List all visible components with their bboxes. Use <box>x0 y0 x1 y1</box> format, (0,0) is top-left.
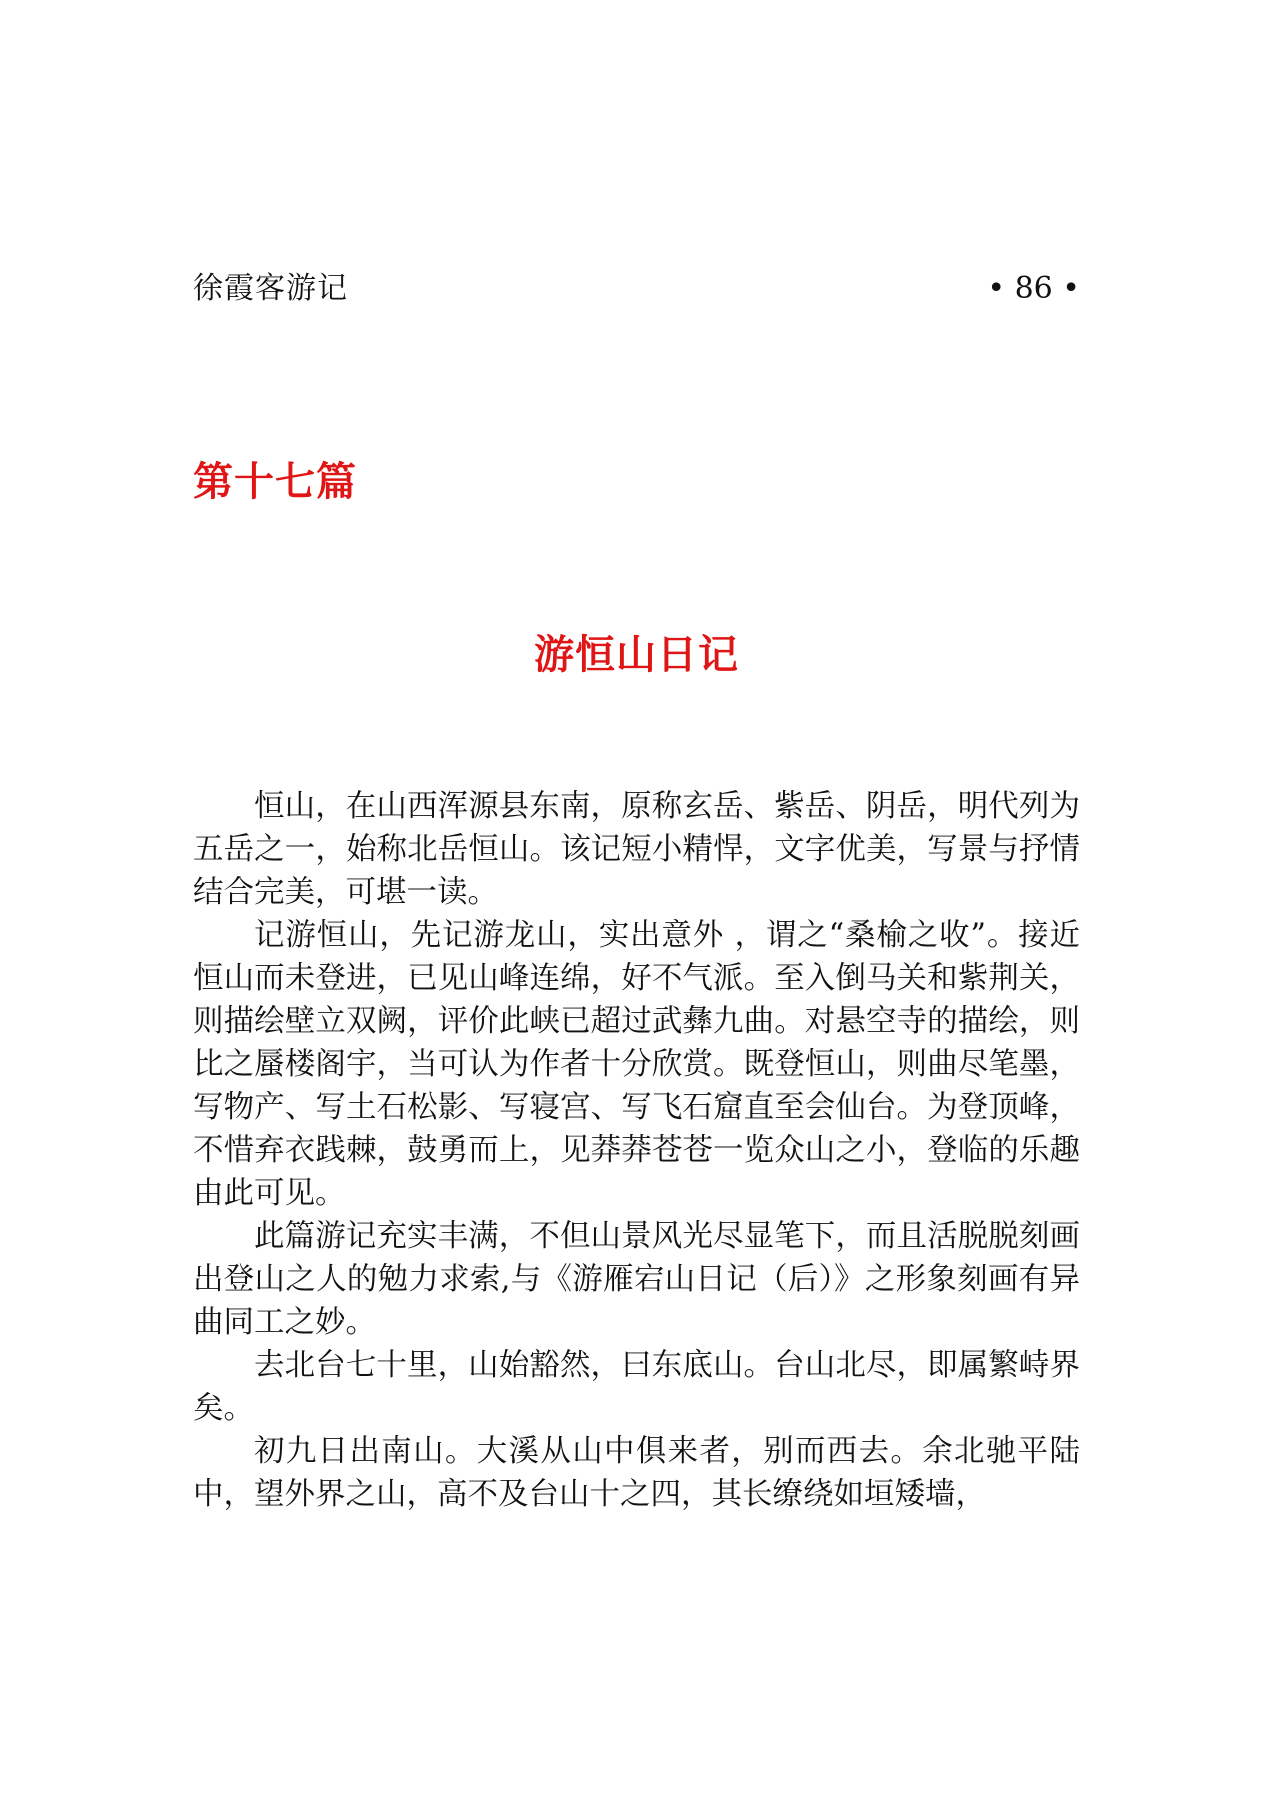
chapter-label: 第十七篇 <box>193 459 357 505</box>
paragraph-text-1: 去北台七十里，山始豁然，曰东底山。台山北尽，即属繁峙界矣。 <box>193 1348 1080 1426</box>
book-title: 徐霞客游记 <box>193 271 348 306</box>
body-text <box>193 785 1080 1516</box>
paragraph-intro: 恒山，在山西浑源县东南，原称玄岳、紫岳、阴岳，明代列为五岳之一，始称北岳恒山。该记短小精悍，文字优美，写景与抒情结合完美，可堪一读。 <box>193 789 1080 910</box>
page-number: • 86 • <box>987 271 1080 306</box>
article-title: 游恒山日记 <box>534 632 739 678</box>
paragraph-text-2: 初九日出南山。大溪从山中俱来者，别而西去。余北驰平陆中，望外界之山，高不及台山十之四，其长缭绕如垣矮墙， <box>193 1434 1080 1512</box>
paragraph-evaluation: 此篇游记充实丰满，不但山景风光尽显笔下，而且活脱脱刻画出登山之人的勉力求索,与《游雁宕山日记（后）》之形象刻画有异曲同工之妙。 <box>193 1219 1080 1340</box>
paragraph-summary: 记游恒山，先记游龙山，实出意外 ，谓之“桑榆之收”。接近恒山而未登进，已见山峰连绵，好不气派。至入倒马关和紫荆关，则描绘壁立双阙，评价此峡已超过武彝九曲。对悬空寺的描绘，则比之蜃楼阁宇，当可认为作者十分欣赏。既登恒山，则曲尽笔墨，写物产、写土石松影、写寝宫、写飞石窟直至会仙台。为登顶峰，不惜弃衣践棘，鼓勇而上，见莽莽苍苍一览众山之小，登临的乐趣由此可见。 <box>193 918 1080 1211</box>
running-header <box>193 268 1080 310</box>
